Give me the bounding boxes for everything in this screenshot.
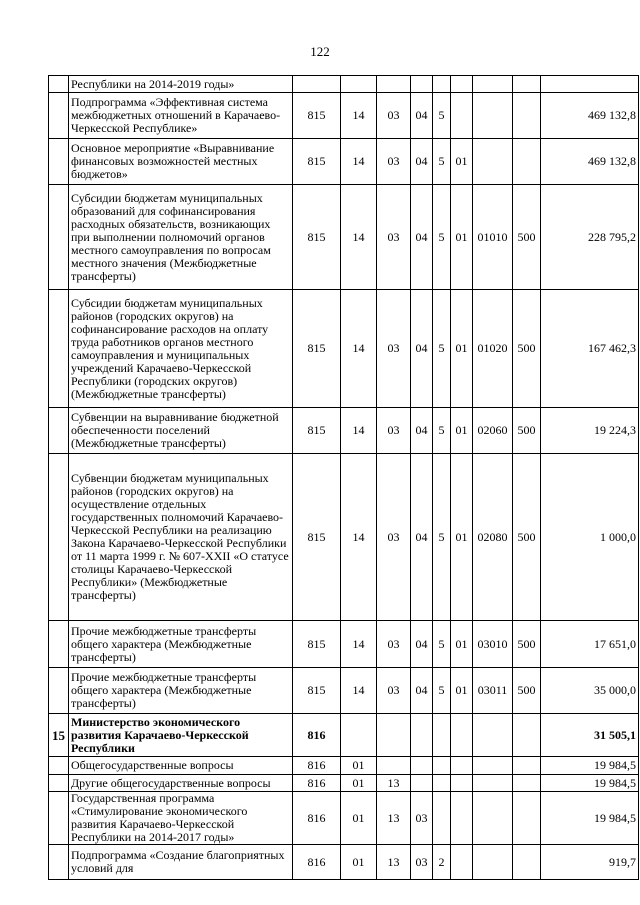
row-subsection-code: 03 — [377, 139, 411, 185]
row-number — [49, 775, 69, 792]
row-amount: 19 984,5 — [541, 775, 639, 792]
row-program-code: 04 — [411, 668, 433, 714]
row-name: Основное мероприятие «Выравнивание финансовых возможностей местных бюджетов» — [69, 139, 293, 185]
row-amount: 919,7 — [541, 845, 639, 880]
row-section-code: 14 — [341, 139, 377, 185]
row-program-code: 04 — [411, 93, 433, 139]
row-program-code: 03 — [411, 792, 433, 845]
row-amount: 228 795,2 — [541, 185, 639, 290]
row-activity-code — [451, 775, 473, 792]
table-row — [49, 775, 639, 792]
row-direction-code: 01020 — [473, 290, 513, 408]
row-activity-code: 01 — [451, 185, 473, 290]
row-subsection-code: 03 — [377, 408, 411, 454]
row-section-code: 14 — [341, 185, 377, 290]
row-number — [49, 185, 69, 290]
row-program-code — [411, 714, 433, 757]
row-subsection-code: 03 — [377, 93, 411, 139]
row-program-code: 03 — [411, 845, 433, 880]
row-direction-code: 02060 — [473, 408, 513, 454]
row-ministry-code: 816 — [293, 714, 341, 757]
row-subsection-code: 03 — [377, 454, 411, 621]
row-number — [49, 757, 69, 775]
row-amount — [541, 76, 639, 93]
row-name: Субсидии бюджетам муниципальных районов (городских округов) на софинансирование расходов на оплату труда работников органов местного самоуправления и муниципальных учреждений Карачаево-Черкесской Республики (городских округов) (Межбюджетные трансферты) — [69, 290, 293, 408]
row-direction-code — [473, 714, 513, 757]
row-direction-code: 03010 — [473, 621, 513, 668]
row-amount: 167 462,3 — [541, 290, 639, 408]
table-row — [49, 185, 639, 290]
row-subprogram-code — [433, 757, 451, 775]
row-name: Другие общегосударственные вопросы — [69, 775, 293, 792]
row-activity-code — [451, 93, 473, 139]
row-amount: 35 000,0 — [541, 668, 639, 714]
table-row — [49, 76, 639, 93]
row-amount: 1 000,0 — [541, 454, 639, 621]
row-program-code: 04 — [411, 185, 433, 290]
row-ministry-code: 815 — [293, 621, 341, 668]
row-section-code: 14 — [341, 454, 377, 621]
row-subsection-code: 03 — [377, 185, 411, 290]
table-row — [49, 290, 639, 408]
row-activity-code: 01 — [451, 139, 473, 185]
row-name: Субвенции на выравнивание бюджетной обеспеченности поселений (Межбюджетные трансферты) — [69, 408, 293, 454]
row-name: Республики на 2014-2019 годы» — [69, 76, 293, 93]
table-row — [49, 668, 639, 714]
row-subprogram-code — [433, 714, 451, 757]
row-expense-type-code — [513, 845, 541, 880]
row-ministry-code: 815 — [293, 408, 341, 454]
row-activity-code: 01 — [451, 668, 473, 714]
row-section-code: 01 — [341, 775, 377, 792]
row-number — [49, 139, 69, 185]
row-program-code: 04 — [411, 408, 433, 454]
row-subprogram-code: 5 — [433, 290, 451, 408]
row-program-code: 04 — [411, 454, 433, 621]
row-expense-type-code: 500 — [513, 290, 541, 408]
row-ministry-code: 815 — [293, 668, 341, 714]
table-row — [49, 408, 639, 454]
row-direction-code: 01010 — [473, 185, 513, 290]
row-amount: 469 132,8 — [541, 93, 639, 139]
row-name: Подпрограмма «Создание благоприятных условий для — [69, 845, 293, 880]
row-direction-code — [473, 845, 513, 880]
row-activity-code — [451, 792, 473, 845]
row-subprogram-code: 5 — [433, 621, 451, 668]
row-direction-code — [473, 775, 513, 792]
row-ministry-code: 815 — [293, 454, 341, 621]
row-activity-code — [451, 845, 473, 880]
row-expense-type-code: 500 — [513, 668, 541, 714]
row-direction-code — [473, 792, 513, 845]
table-row — [49, 139, 639, 185]
row-expense-type-code — [513, 714, 541, 757]
table-row — [49, 792, 639, 845]
row-activity-code — [451, 757, 473, 775]
row-name: Субвенции бюджетам муниципальных районов (городских округов) на осуществление отдельных государственных полномочий Карачаево-Черкесской Республики на реализацию Закона Карачаево-Черкесской Республики от 11 марта 1999 г. № 607-XXII «О статусе столицы Карачаево-Черкесской Республики» (Межбюджетные трансферты) — [69, 454, 293, 621]
row-subprogram-code — [433, 76, 451, 93]
row-subsection-code — [377, 76, 411, 93]
row-ministry-code: 815 — [293, 93, 341, 139]
row-amount: 19 984,5 — [541, 757, 639, 775]
row-activity-code: 01 — [451, 408, 473, 454]
row-expense-type-code: 500 — [513, 621, 541, 668]
row-direction-code — [473, 139, 513, 185]
row-name: Субсидии бюджетам муниципальных образований для софинансирования расходных обязательств, возникающих при выполнении полномочий органов местного самоуправления по вопросам местного значения (Межбюджетные трансферты) — [69, 185, 293, 290]
row-subprogram-code: 2 — [433, 845, 451, 880]
row-section-code: 14 — [341, 621, 377, 668]
row-name: Министерство экономического развития Карачаево-Черкесской Республики — [69, 714, 293, 757]
row-direction-code: 02080 — [473, 454, 513, 621]
row-program-code — [411, 775, 433, 792]
row-activity-code — [451, 76, 473, 93]
row-number — [49, 792, 69, 845]
row-expense-type-code — [513, 93, 541, 139]
row-expense-type-code — [513, 757, 541, 775]
row-ministry-code: 815 — [293, 185, 341, 290]
row-number — [49, 845, 69, 880]
row-number — [49, 93, 69, 139]
row-number — [49, 668, 69, 714]
table-row — [49, 845, 639, 880]
row-section-code — [341, 76, 377, 93]
row-number — [49, 454, 69, 621]
row-direction-code — [473, 757, 513, 775]
row-number: 15 — [49, 714, 69, 757]
row-program-code — [411, 757, 433, 775]
row-expense-type-code: 500 — [513, 454, 541, 621]
row-program-code: 04 — [411, 621, 433, 668]
row-expense-type-code — [513, 76, 541, 93]
row-section-code: 14 — [341, 93, 377, 139]
row-ministry-code: 816 — [293, 775, 341, 792]
row-subprogram-code: 5 — [433, 139, 451, 185]
row-expense-type-code: 500 — [513, 185, 541, 290]
row-name: Общегосударственные вопросы — [69, 757, 293, 775]
row-subsection-code: 03 — [377, 621, 411, 668]
row-amount: 19 224,3 — [541, 408, 639, 454]
row-ministry-code: 816 — [293, 757, 341, 775]
row-activity-code: 01 — [451, 621, 473, 668]
row-ministry-code — [293, 76, 341, 93]
row-name: Подпрограмма «Эффективная система межбюджетных отношений в Карачаево-Черкесской Республике» — [69, 93, 293, 139]
row-subsection-code: 13 — [377, 775, 411, 792]
row-name: Государственная программа «Стимулирование экономического развития Карачаево-Черкесской Республики на 2014-2017 годы» — [69, 792, 293, 845]
row-number — [49, 621, 69, 668]
table-row — [49, 454, 639, 621]
row-section-code: 01 — [341, 757, 377, 775]
row-amount: 19 984,5 — [541, 792, 639, 845]
table-row — [49, 757, 639, 775]
row-subprogram-code — [433, 775, 451, 792]
row-name: Прочие межбюджетные трансферты общего характера (Межбюджетные трансферты) — [69, 668, 293, 714]
table-row — [49, 93, 639, 139]
table-row — [49, 714, 639, 757]
row-section-code — [341, 714, 377, 757]
row-subprogram-code: 5 — [433, 93, 451, 139]
row-amount: 469 132,8 — [541, 139, 639, 185]
row-program-code: 04 — [411, 290, 433, 408]
row-direction-code: 03011 — [473, 668, 513, 714]
row-subprogram-code: 5 — [433, 408, 451, 454]
row-subprogram-code: 5 — [433, 454, 451, 621]
row-activity-code: 01 — [451, 454, 473, 621]
row-subsection-code: 13 — [377, 792, 411, 845]
budget-table — [48, 75, 639, 880]
row-direction-code — [473, 76, 513, 93]
row-expense-type-code — [513, 792, 541, 845]
row-amount: 31 505,1 — [541, 714, 639, 757]
row-ministry-code: 816 — [293, 792, 341, 845]
row-ministry-code: 816 — [293, 845, 341, 880]
row-expense-type-code — [513, 139, 541, 185]
row-subsection-code: 03 — [377, 290, 411, 408]
row-activity-code — [451, 714, 473, 757]
row-expense-type-code: 500 — [513, 408, 541, 454]
row-number — [49, 76, 69, 93]
row-number — [49, 408, 69, 454]
row-subsection-code: 13 — [377, 845, 411, 880]
row-section-code: 14 — [341, 668, 377, 714]
page-number: 122 — [310, 44, 330, 59]
row-direction-code — [473, 93, 513, 139]
row-section-code: 14 — [341, 408, 377, 454]
row-amount: 17 651,0 — [541, 621, 639, 668]
row-program-code — [411, 76, 433, 93]
row-activity-code: 01 — [451, 290, 473, 408]
row-subsection-code: 03 — [377, 668, 411, 714]
row-subsection-code — [377, 757, 411, 775]
row-number — [49, 290, 69, 408]
row-expense-type-code — [513, 775, 541, 792]
row-subprogram-code — [433, 792, 451, 845]
table-row — [49, 621, 639, 668]
row-program-code: 04 — [411, 139, 433, 185]
row-subprogram-code: 5 — [433, 668, 451, 714]
row-subprogram-code: 5 — [433, 185, 451, 290]
row-section-code: 01 — [341, 792, 377, 845]
row-section-code: 14 — [341, 290, 377, 408]
row-ministry-code: 815 — [293, 290, 341, 408]
row-ministry-code: 815 — [293, 139, 341, 185]
row-subsection-code — [377, 714, 411, 757]
row-name: Прочие межбюджетные трансферты общего характера (Межбюджетные трансферты) — [69, 621, 293, 668]
row-section-code: 01 — [341, 845, 377, 880]
